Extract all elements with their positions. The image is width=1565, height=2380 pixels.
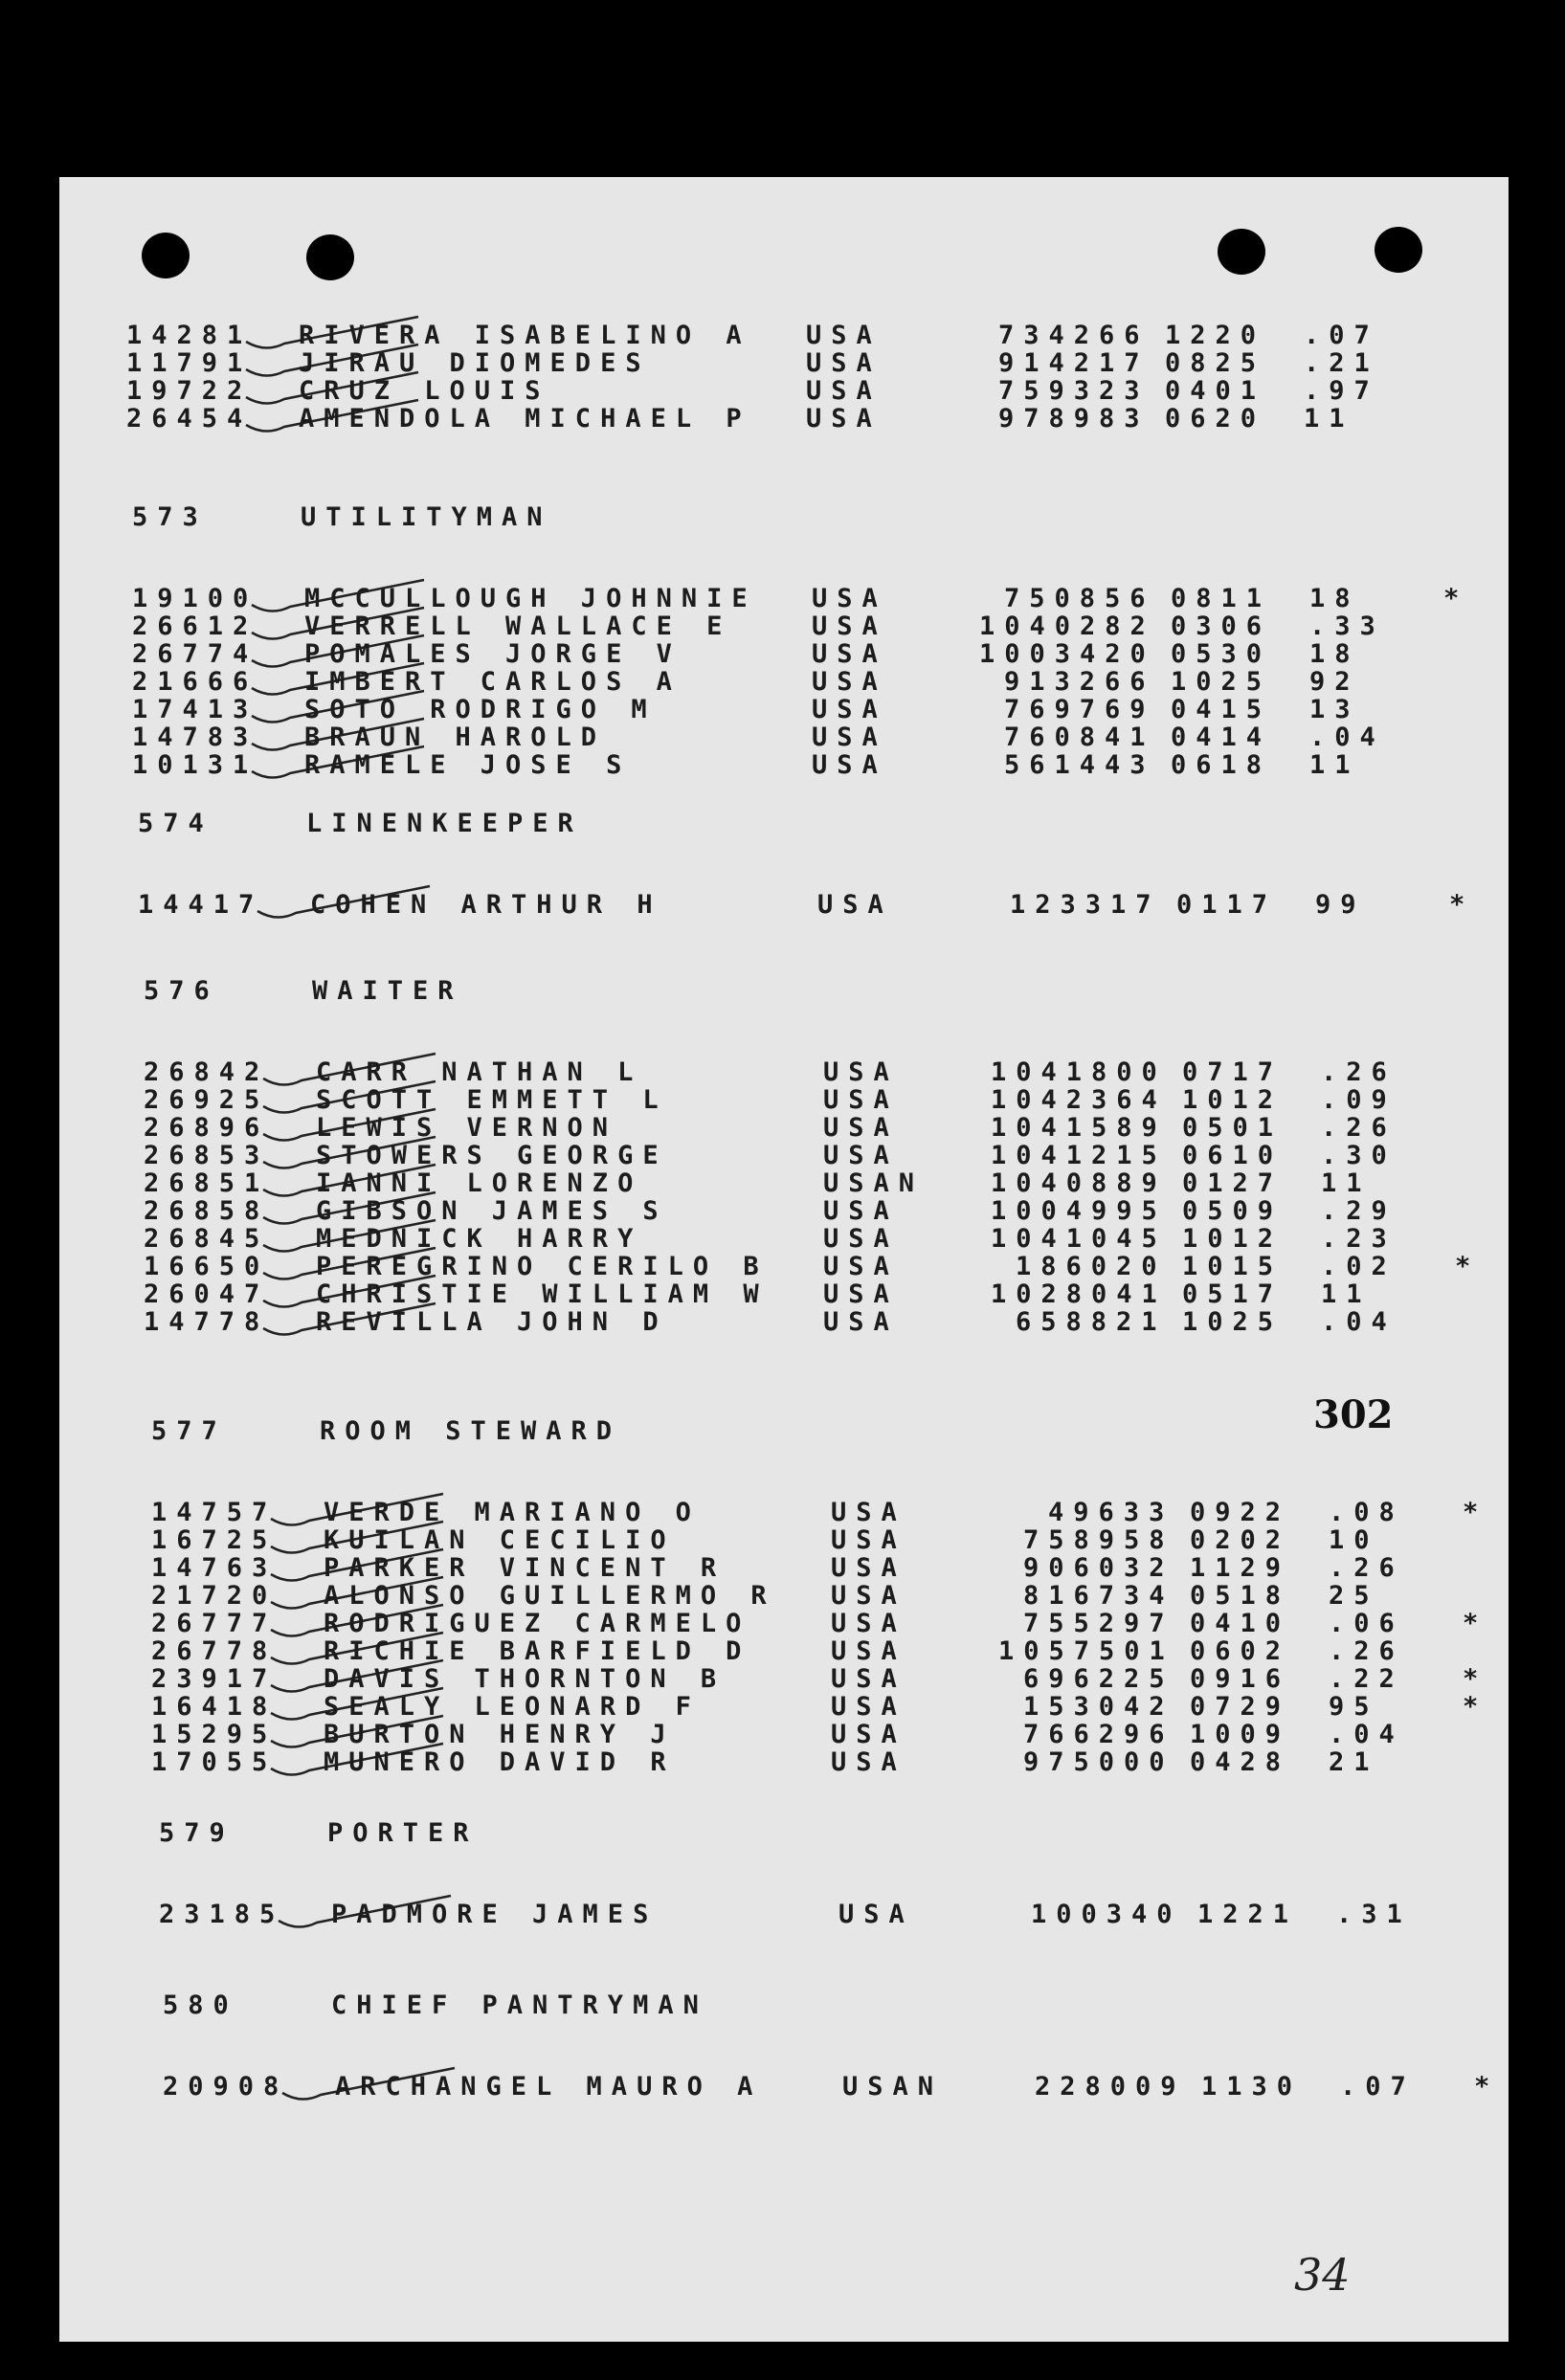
document-number: 978983 [998,404,1150,434]
document-number: 906032 [1023,1553,1174,1583]
document-number: 975000 [1023,1747,1174,1777]
date-code: 0117 [1176,890,1278,920]
citizenship: USA [831,1525,906,1555]
date-code: 0530 [1171,639,1272,669]
employee-name: POMALES JORGE V [304,639,682,669]
employee-name: PARKER VINCENT R [324,1553,727,1583]
citizenship: USA [823,1279,899,1309]
date-code: 0825 [1165,348,1266,378]
document-number: 766296 [1023,1720,1174,1749]
date-code: 0620 [1165,404,1266,434]
value: 95 [1329,1692,1379,1722]
value: .21 [1304,348,1379,378]
value: 18 [1309,584,1360,613]
document-number: 1040282 [979,612,1155,641]
employee-name: RICHIE BARFIELD D [324,1636,751,1666]
employee-id: 26858 [144,1196,270,1226]
employee-name: JIRAU DIOMEDES [299,348,651,378]
document-number: 1042364 [991,1085,1167,1115]
section-header [151,1416,622,1446]
citizenship: USA [831,1581,906,1611]
employee-id: 14763 [151,1553,278,1583]
value: .02 [1321,1252,1397,1281]
value: 13 [1309,695,1360,724]
document-number: 658821 [1016,1307,1167,1337]
value: .04 [1321,1307,1397,1337]
section-header [159,1818,479,1848]
value: .26 [1329,1553,1404,1583]
asterisk-mark: * [1463,1664,1488,1694]
document-number: 153042 [1023,1692,1174,1722]
check-marks [59,177,1509,2342]
employee-id: 23917 [151,1664,278,1694]
asterisk-mark: * [1463,1609,1488,1638]
value: .04 [1309,723,1385,752]
date-code: 1221 [1197,1900,1299,1929]
date-code: 0717 [1182,1057,1284,1087]
date-code: 1025 [1171,667,1272,697]
date-code: 0916 [1190,1664,1291,1694]
date-code: 1220 [1165,321,1266,350]
document-number: 186020 [1016,1252,1167,1281]
document-number: 755297 [1023,1609,1174,1638]
value: 92 [1309,667,1360,697]
employee-id: 17055 [151,1747,278,1777]
value: .97 [1304,376,1379,406]
employee-id: 23185 [159,1900,285,1929]
employee-id: 14757 [151,1498,278,1527]
date-code: 0415 [1171,695,1272,724]
value: 99 [1315,890,1366,920]
date-code: 0518 [1190,1581,1291,1611]
value: .33 [1309,612,1385,641]
employee-name: RODRIGUEZ CARMELO [324,1609,751,1638]
document-number: 1057501 [998,1636,1174,1666]
employee-id: 10131 [132,750,258,780]
value: 11 [1321,1168,1372,1198]
value: .22 [1329,1664,1404,1694]
employee-name: VERDE MARIANO O [324,1498,701,1527]
value: 25 [1329,1581,1379,1611]
document-number: 1041589 [991,1113,1167,1143]
date-code: 1129 [1190,1553,1291,1583]
employee-id: 26777 [151,1609,278,1638]
employee-name: IMBERT CARLOS A [304,667,682,697]
citizenship: USA [823,1307,899,1337]
citizenship: USA [838,1900,914,1929]
value: .29 [1321,1196,1397,1226]
citizenship: USA [806,376,882,406]
document-number: 561443 [1004,750,1155,780]
citizenship: USAN [842,2072,944,2102]
document-number: 100340 [1031,1900,1182,1929]
date-code: 1015 [1182,1252,1284,1281]
employee-name: ARCHANGEL MAURO A [335,2072,763,2102]
employee-id: 20908 [163,2072,289,2102]
date-code: 0602 [1190,1636,1291,1666]
value: .23 [1321,1224,1397,1254]
date-code: 0414 [1171,723,1272,752]
employee-id: 17413 [132,695,258,724]
section-code: 576 [144,976,219,1006]
employee-id: 26851 [144,1168,270,1198]
section-header [138,809,583,838]
citizenship: USA [806,348,882,378]
handwritten-page-number: 34 [1294,2249,1351,2301]
date-code: 0517 [1182,1279,1284,1309]
document-number: 1041045 [991,1224,1167,1254]
citizenship: USA [823,1085,899,1115]
citizenship: USA [831,1609,906,1638]
employee-id: 11791 [126,348,253,378]
employee-id: 16650 [144,1252,270,1281]
value: .26 [1321,1113,1397,1143]
section-title: ROOM STEWARD [320,1416,622,1446]
citizenship: USA [823,1252,899,1281]
employee-name: CRUZ LOUIS [299,376,550,406]
employee-name: SOTO RODRIGO M [304,695,657,724]
value: .07 [1340,2072,1416,2102]
employee-id: 19100 [132,584,258,613]
value: 11 [1321,1279,1372,1309]
citizenship: USA [831,1636,906,1666]
asterisk-mark: * [1463,1692,1488,1722]
section-title: LINENKEEPER [306,809,583,838]
document-number: 1041800 [991,1057,1167,1087]
employee-name: ALONSO GUILLERMO R [324,1581,776,1611]
citizenship: USA [831,1553,906,1583]
employee-id: 21720 [151,1581,278,1611]
employee-id: 26047 [144,1279,270,1309]
document-number: 123317 [1010,890,1161,920]
employee-name: REVILLA JOHN D [316,1307,668,1337]
employee-name: BURTON HENRY J [324,1720,676,1749]
employee-id: 14783 [132,723,258,752]
date-code: 0922 [1190,1498,1291,1527]
employee-id: 26896 [144,1113,270,1143]
stamp-number: 302 [1313,1392,1394,1437]
employee-name: RIVERA ISABELINO A [299,321,751,350]
citizenship: USA [823,1196,899,1226]
citizenship: USA [831,1720,906,1749]
document-number: 1028041 [991,1279,1167,1309]
value: .26 [1329,1636,1404,1666]
employee-id: 26842 [144,1057,270,1087]
employee-name: KUILAN CECILIO [324,1525,676,1555]
asterisk-mark: * [1474,2072,1500,2102]
employee-id: 21666 [132,667,258,697]
asterisk-mark: * [1449,890,1475,920]
employee-name: SCOTT EMMETT L [316,1085,668,1115]
document-number: 750856 [1004,584,1155,613]
section-title: PORTER [327,1818,479,1848]
asterisk-mark: * [1463,1498,1488,1527]
document-number: 1041215 [991,1141,1167,1170]
citizenship: USA [812,667,887,697]
date-code: 0610 [1182,1141,1284,1170]
section-code: 574 [138,809,213,838]
document-number: 758958 [1023,1525,1174,1555]
employee-name: GIBSON JAMES S [316,1196,668,1226]
employee-id: 26845 [144,1224,270,1254]
citizenship: USA [812,695,887,724]
section-title: WAITER [312,976,463,1006]
employee-id: 14281 [126,321,253,350]
citizenship: USA [817,890,893,920]
employee-name: LEWIS VERNON [316,1113,618,1143]
employee-name: SEALY LEONARD F [324,1692,701,1722]
employee-id: 26774 [132,639,258,669]
employee-name: CARR NATHAN L [316,1057,643,1087]
employee-id: 26853 [144,1141,270,1170]
document-number: 696225 [1023,1664,1174,1694]
date-code: 0202 [1190,1525,1291,1555]
asterisk-mark: * [1455,1252,1481,1281]
employee-name: IANNI LORENZO [316,1168,643,1198]
citizenship: USA [812,723,887,752]
employee-id: 26612 [132,612,258,641]
document-page [59,177,1509,2342]
value: .08 [1329,1498,1404,1527]
employee-name: RAMELE JOSE S [304,750,632,780]
employee-id: 14417 [138,890,264,920]
employee-id: 16725 [151,1525,278,1555]
section-header [132,502,552,532]
document-number: 913266 [1004,667,1155,697]
employee-name: PEREGRINO CERILO B [316,1252,769,1281]
document-number: 816734 [1023,1581,1174,1611]
value: 21 [1329,1747,1379,1777]
document-number: 760841 [1004,723,1155,752]
section-title: UTILITYMAN [301,502,552,532]
employee-name: MEDNICK HARRY [316,1224,643,1254]
citizenship: USA [812,750,887,780]
employee-name: STOWERS GEORGE [316,1141,668,1170]
value: .26 [1321,1057,1397,1087]
document-number: 1004995 [991,1196,1167,1226]
document-number: 1040889 [991,1168,1167,1198]
employee-name: VERRELL WALLACE E [304,612,732,641]
document-number: 734266 [998,321,1150,350]
document-number: 769769 [1004,695,1155,724]
section-header [163,1991,708,2020]
date-code: 1130 [1201,2072,1303,2102]
citizenship: USA [831,1498,906,1527]
citizenship: USA [812,584,887,613]
value: .07 [1304,321,1379,350]
employee-id: 15295 [151,1720,278,1749]
date-code: 1009 [1190,1720,1291,1749]
value: .06 [1329,1609,1404,1638]
date-code: 1012 [1182,1224,1284,1254]
citizenship: USA [831,1664,906,1694]
date-code: 0127 [1182,1168,1284,1198]
citizenship: USA [806,404,882,434]
employee-id: 26454 [126,404,253,434]
section-header [144,976,463,1006]
date-code: 0306 [1171,612,1272,641]
value: 10 [1329,1525,1379,1555]
value: .04 [1329,1720,1404,1749]
date-code: 1025 [1182,1307,1284,1337]
employee-name: PADMORE JAMES [331,1900,659,1929]
employee-name: COHEN ARTHUR H [310,890,662,920]
employee-id: 14778 [144,1307,270,1337]
citizenship: USA [823,1057,899,1087]
section-code: 580 [163,1991,238,2020]
employee-name: DAVIS THORNTON B [324,1664,727,1694]
citizenship: USA [823,1224,899,1254]
value: 11 [1309,750,1360,780]
value: .30 [1321,1141,1397,1170]
document-number: 1003420 [979,639,1155,669]
employee-id: 26925 [144,1085,270,1115]
section-code: 577 [151,1416,227,1446]
date-code: 1012 [1182,1085,1284,1115]
date-code: 0401 [1165,376,1266,406]
document-number: 228009 [1035,2072,1186,2102]
date-code: 0729 [1190,1692,1291,1722]
date-code: 0410 [1190,1609,1291,1638]
document-number: 759323 [998,376,1150,406]
citizenship: USA [806,321,882,350]
citizenship: USA [812,639,887,669]
date-code: 0501 [1182,1113,1284,1143]
citizenship: USA [823,1141,899,1170]
value: .09 [1321,1085,1397,1115]
employee-name: AMENDOLA MICHAEL P [299,404,751,434]
employee-id: 26778 [151,1636,278,1666]
document-number: 914217 [998,348,1150,378]
date-code: 0509 [1182,1196,1284,1226]
citizenship: USA [831,1692,906,1722]
employee-name: MCCULLOUGH JOHNNIE [304,584,757,613]
citizenship: USA [831,1747,906,1777]
employee-name: BRAUN HAROLD [304,723,607,752]
citizenship: USA [812,612,887,641]
date-code: 0618 [1171,750,1272,780]
employee-name: CHRISTIE WILLIAM W [316,1279,769,1309]
section-title: CHIEF PANTRYMAN [331,1991,708,2020]
date-code: 0811 [1171,584,1272,613]
employee-name: MUNERO DAVID R [324,1747,676,1777]
citizenship: USAN [823,1168,925,1198]
value: 18 [1309,639,1360,669]
asterisk-mark: * [1443,584,1469,613]
employee-id: 19722 [126,376,253,406]
citizenship: USA [823,1113,899,1143]
section-code: 573 [132,502,208,532]
section-code: 579 [159,1818,235,1848]
date-code: 0428 [1190,1747,1291,1777]
value: .31 [1336,1900,1412,1929]
document-number: 49633 [1048,1498,1174,1527]
value: 11 [1304,404,1354,434]
employee-id: 16418 [151,1692,278,1722]
